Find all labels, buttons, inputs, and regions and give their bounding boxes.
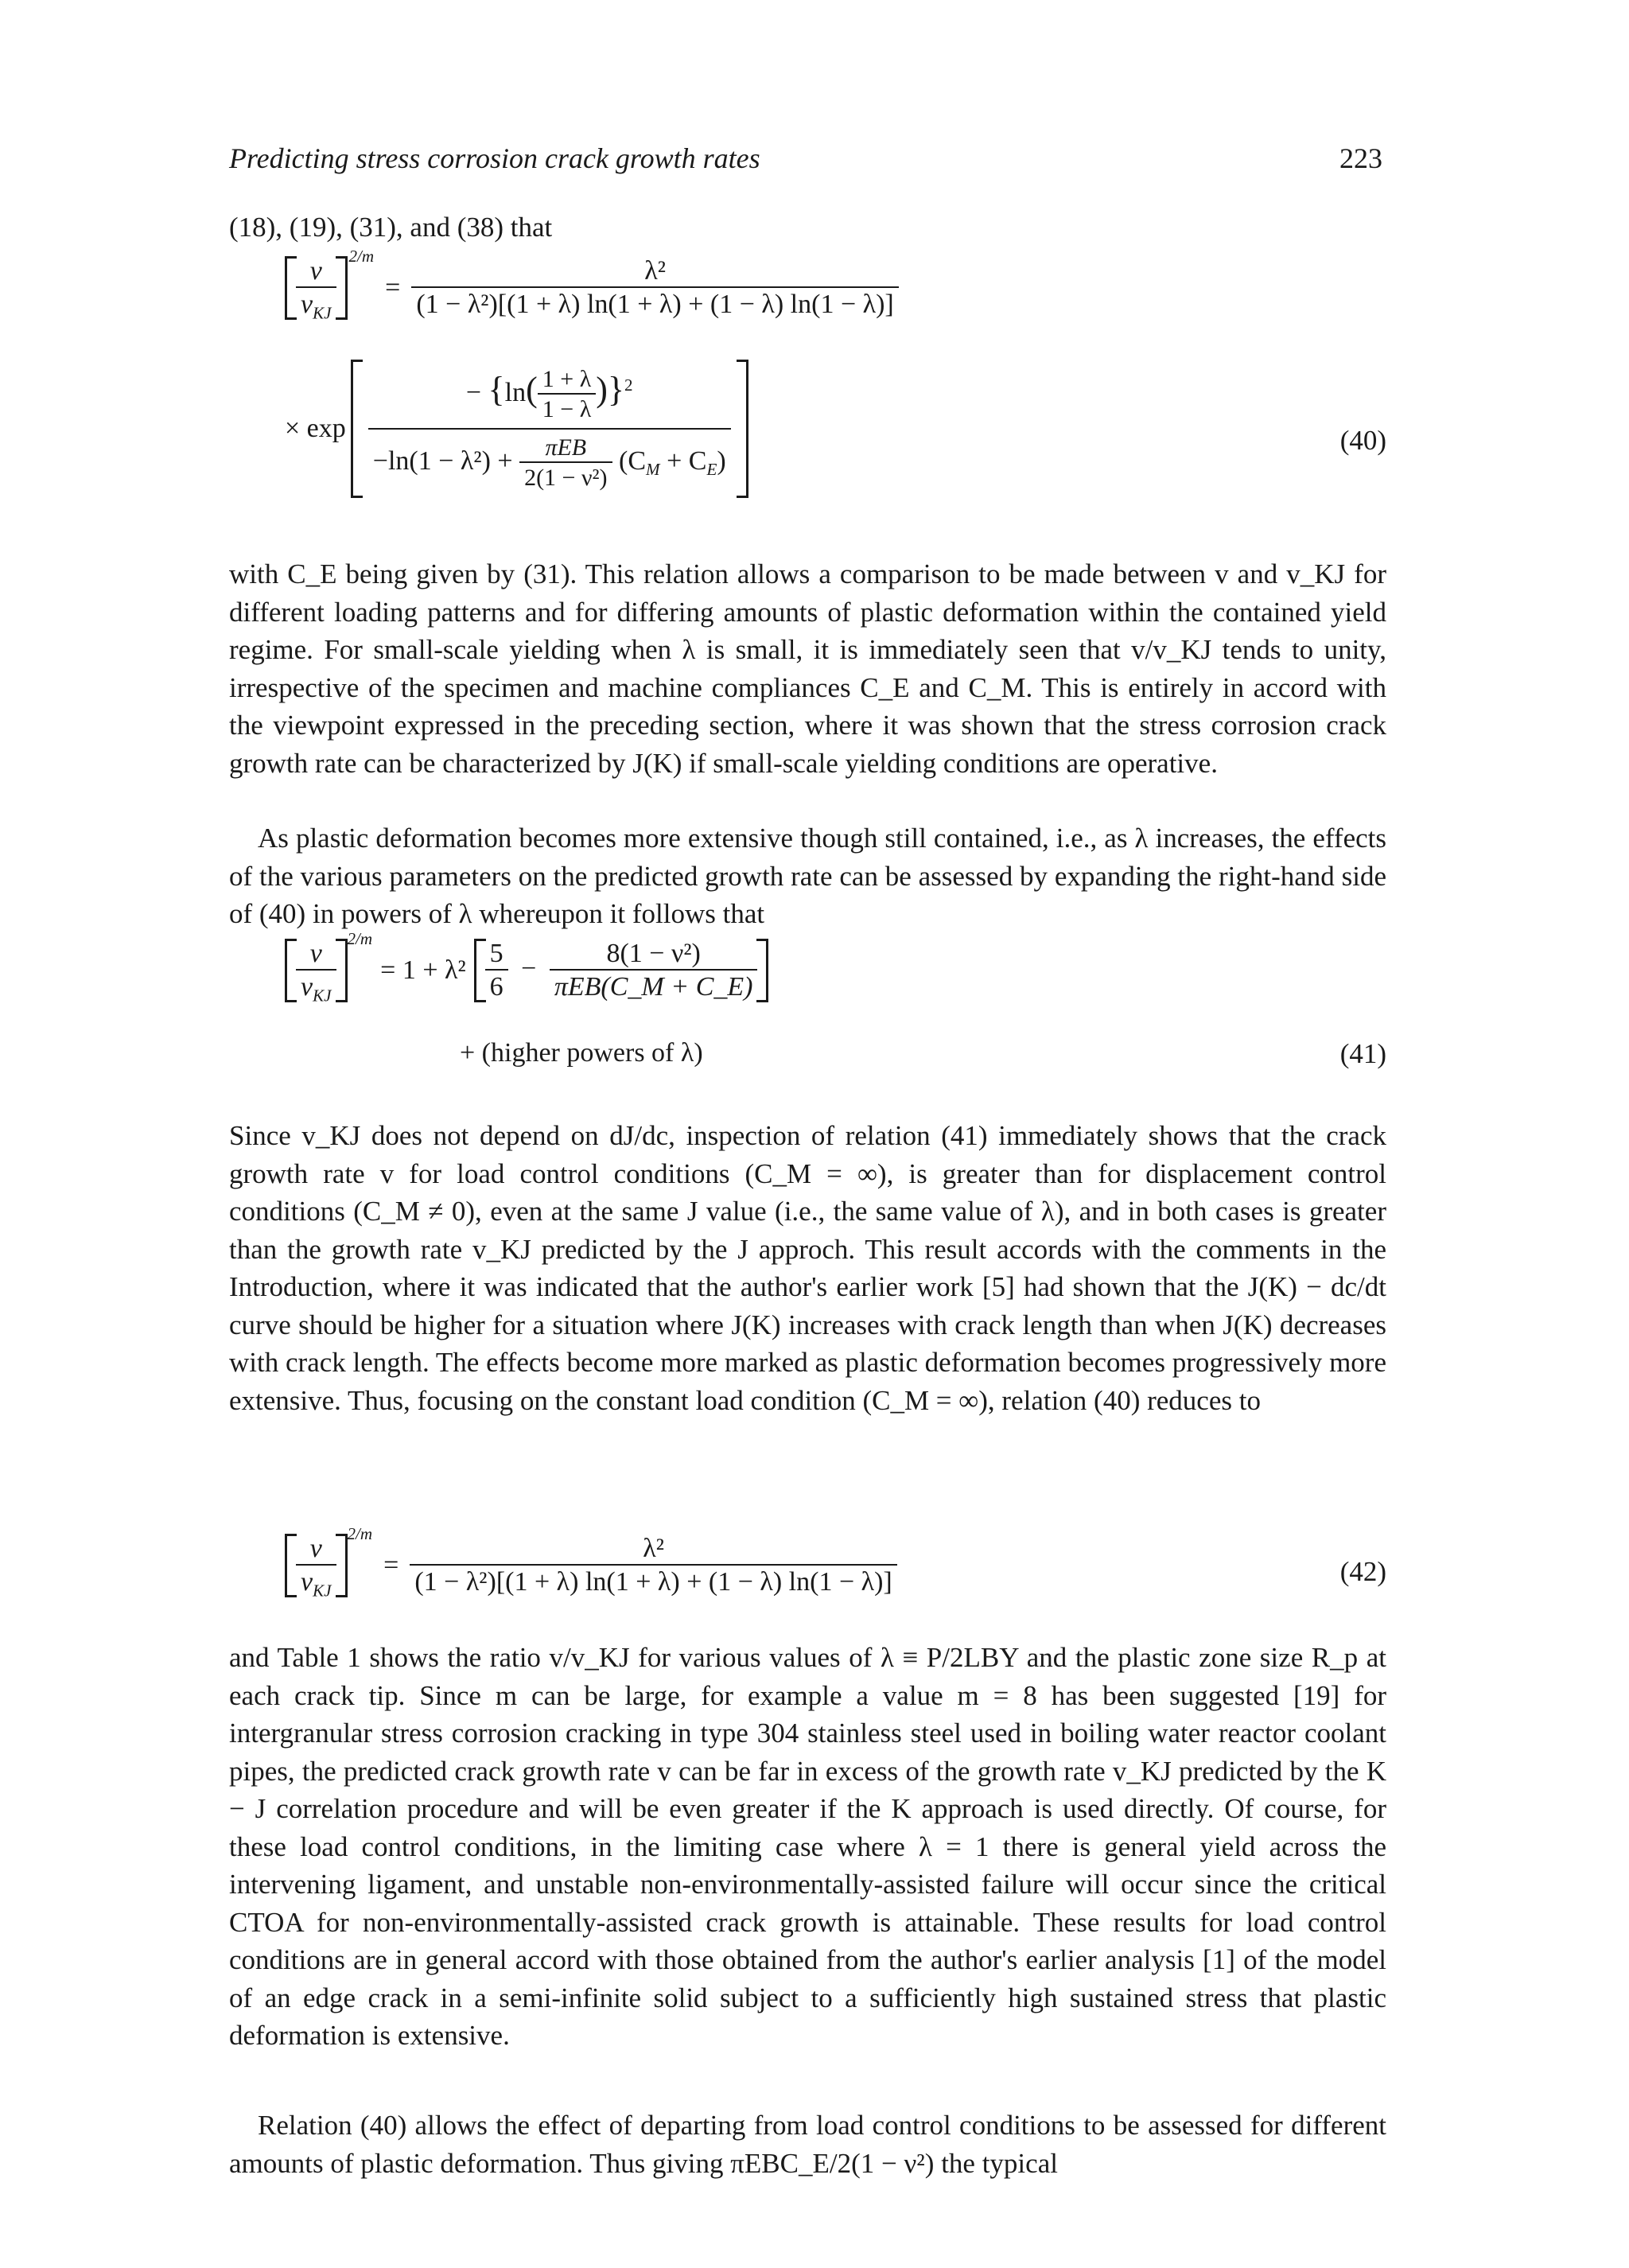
eq40-exp-den-frac-den: 2(1 − ν²)	[519, 461, 612, 492]
eq40-exp-ln-num: 1 + λ	[542, 366, 592, 392]
eq41-lhs	[285, 939, 348, 1006]
paragraph-5	[229, 2107, 1386, 2182]
paragraph-4	[229, 1639, 1386, 2055]
equation-42: $\frac{v}{v_{KJ}}$ 2/m = $\frac{\text{λ²}}{\text{(1 − λ²)[(1 + λ) ln(1 + λ) + (1 − λ) ln(1 − λ)]}}$ (42)	[229, 1534, 1386, 1621]
paragraph-5-text: Relation (40) allows the effect of departing from load control conditions to be assessed for different amounts of plastic deformation. Thus giving πEBC_E/2(1 − ν²) the typical	[229, 2110, 1386, 2179]
paragraph-1	[229, 555, 1386, 782]
eq41-f2-den: πEB(C_M + C_E)	[550, 969, 758, 1002]
eq41-minus: −	[521, 953, 537, 983]
paragraph-3	[229, 1117, 1386, 1419]
paragraph-1-text: with C_E being given by (31). This relation allows a comparison to be made between v and v_KJ for different loading patterns and for differing amounts of plastic deformation within the contained yield regime. For small-scale yielding when λ is small, it is immediately seen that v/v_KJ tends to unity, irrespective of the specimen and machine compliances C_E and C_M. This is entirely in accord with the viewpoint expressed in the preceding section, where it was shown that the stress corrosion crack growth rate can be characterized by J(K) if small-scale yielding conditions are operative.	[229, 558, 1386, 779]
paragraph-2	[229, 819, 1386, 933]
eq42-rhs-num: λ²	[643, 1534, 664, 1563]
equation-40-label: (40)	[1339, 425, 1386, 456]
paragraph-2-text: As plastic deformation becomes more extensive though still contained, i.e., as λ increases, the effects of the various parameters on the predicted growth rate can be assessed by expanding the right-hand side of (40) in powers of λ whereupon it follows that	[229, 823, 1386, 929]
eq40-exp-ln-den: 1 − λ	[538, 393, 596, 423]
eq41-line2: + (higher powers of λ)	[460, 1038, 703, 1068]
eq40-exp-den-mid: + C	[659, 445, 707, 476]
eq41-rhs-a: = 1 + λ²	[380, 955, 466, 985]
page-number: 223	[1339, 142, 1382, 174]
running-header	[229, 142, 1382, 175]
eq42-lhs-den-sub: KJ	[313, 1581, 332, 1601]
eq42-lhs-den: v	[301, 1567, 313, 1597]
eq40-exp-den-b: (C	[619, 445, 647, 476]
eq40-exp-den-end: )	[717, 445, 726, 476]
equation-41-label: (41)	[1339, 1038, 1386, 1069]
eq40-rhs	[411, 256, 898, 320]
eq40-exp-den-frac-num: πEB	[545, 434, 587, 461]
eq40-lhs-den: v	[301, 290, 313, 319]
eq40-lhs	[285, 256, 348, 323]
running-title: Predicting stress corrosion crack growth rates	[229, 142, 760, 174]
equation-41: $\frac{v}{v_{KJ}}$ 2/m = 1 + λ² $\frac{5}{6}$ − $\frac{\text{8(1 − ν²)}}{\text{πEB(C\_M + C\_E)}}$ + (higher powers of λ) (41)	[229, 939, 1386, 1098]
eq40-rhs-den: (1 − λ²)[(1 + λ) ln(1 + λ) + (1 − λ) ln(1 − λ)]	[411, 286, 898, 320]
paragraph-4-text: and Table 1 shows the ratio v/v_KJ for various values of λ ≡ P/2LBY and the plastic zone size R_p at each crack tip. Since m can be large, for example a value m = 8 has been suggested [19] for intergranular stress corrosion cracking in type 304 stainless steel used in boiling water reactor coolant pipes, the predicted crack growth rate v can be far in excess of the growth rate v_KJ predicted by the K − J correlation procedure and will be even greater if the K approach is used directly. Of course, for these load control conditions, in the limiting case where λ = 1 there is general yield across the intervening ligament, and unstable non-environmentally-assisted failure will occur since the critical CTOA for non-environmentally-assisted crack growth is attainable. These results for load control conditions are in general accord with those obtained from the author's earlier analysis [1] of the model of an edge crack in a semi-infinite solid subject to a sufficiently high sustained stress that plastic deformation is extensive.	[229, 1642, 1386, 2051]
equation-40: $\frac{v}{v_{KJ}}$ 2/m = $\frac{\text{λ²}}{\text{(1 − λ²)[(1 + λ) ln(1 + λ) + (1 − λ) ln(1 − λ)]}}$ × exp − {ln( $\frac{1 + \lambda}{1 - \lambda}$ )}$^2$ −ln(1 − λ²) + $\frac{\text{πEB}}{\text{2(1 − ν²)}}$ $(C_M + C_E)$ (40)	[229, 256, 1386, 523]
eq41-lhs-den: v	[301, 972, 313, 1002]
intro-text: (18), (19), (31), and (38) that	[229, 212, 553, 243]
eq40-exp-ln: ln	[504, 377, 527, 407]
eq40-lhs-num: v	[309, 256, 322, 286]
eq41-f1-num: 5	[489, 939, 503, 968]
eq42-rhs-den: (1 − λ²)[(1 + λ) ln(1 + λ) + (1 − λ) ln(1 − λ)]	[410, 1564, 896, 1597]
eq40-rhs-num: λ²	[644, 256, 666, 286]
eq42-rhs	[410, 1534, 896, 1597]
eq42-lhs-num: v	[309, 1534, 322, 1563]
eq41-f1-den: 6	[485, 969, 508, 1002]
eq42-lhs	[285, 1534, 348, 1601]
eq40-exp-bracket: − {ln( $\frac{1 + \lambda}{1 - \lambda}$ )}$^2$ −ln(1 − λ²) + $\frac{\text{πEB}}{\text{2(1 − ν²)}}$ $(C_M + C_E)$	[351, 360, 748, 498]
eq41-lhs-num: v	[309, 939, 322, 968]
paragraph-3-text: Since v_KJ does not depend on dJ/dc, inspection of relation (41) immediately shows that the crack growth rate v for load control conditions (C_M = ∞), is greater than for displacement control conditions (C_M ≠ 0), even at the same J value (i.e., the same value of λ), and in both cases is greater than the growth rate v_KJ predicted by the J approch. This result accords with the comments in the Introduction, where it was indicated that the author's earlier work [5] had shown that the J(K) − dc/dt curve should be higher for a situation where J(K) increases with crack length than when J(K) decreases with crack length. The effects become more marked as plastic deformation becomes progressively more extensive. Thus, focusing on the constant load condition (C_M = ∞), relation (40) reduces to	[229, 1120, 1386, 1416]
eq40-lhs-den-sub: KJ	[313, 303, 332, 323]
equation-42-label: (42)	[1339, 1556, 1386, 1587]
eq40-exp-num-minus: −	[465, 377, 482, 407]
intro-line	[229, 208, 1386, 247]
eq41-f2-num: 8(1 − ν²)	[606, 939, 701, 968]
eq41-bracket	[474, 939, 769, 1002]
eq40-exp-den-a: −ln(1 − λ²) +	[372, 445, 513, 476]
eq40-times-exp: × exp	[285, 414, 346, 443]
eq40-sub-m: M	[646, 460, 660, 480]
eq40-sub-e: E	[706, 460, 717, 480]
eq41-lhs-den-sub: KJ	[313, 986, 332, 1006]
